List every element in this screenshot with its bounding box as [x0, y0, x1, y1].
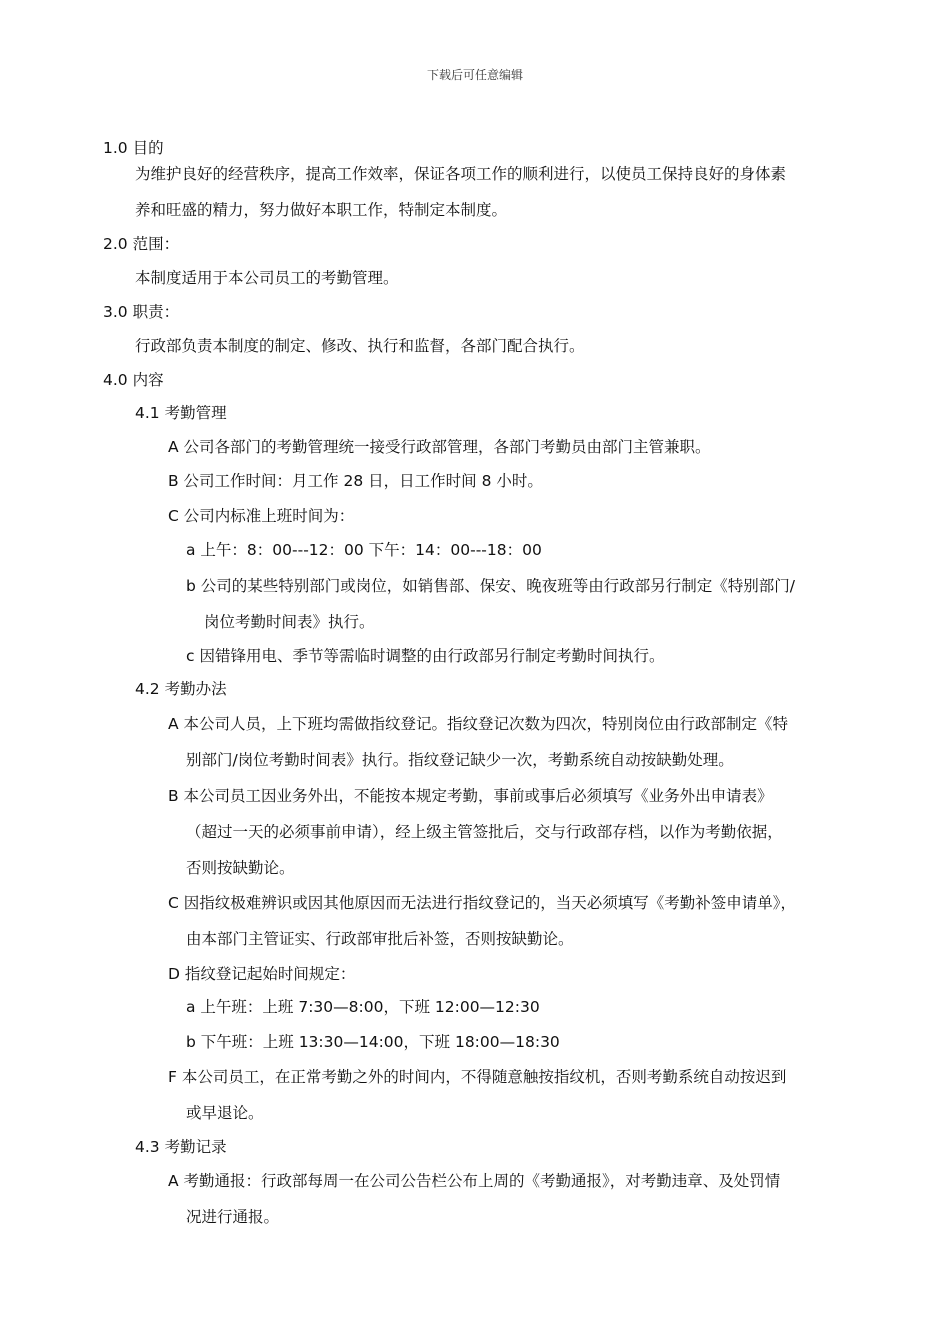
clause-text: B 公司工作时间：月工作 28 日，日工作时间 8 小时。 [168, 472, 543, 490]
section-2-text: 本制度适用于本公司员工的考勤管理。 [135, 269, 399, 287]
item-text: c 因错锋用电、季节等需临时调整的由行政部另行制定考勤时间执行。 [186, 647, 665, 665]
subsection-4-2-heading: 4.2 考勤办法 [135, 680, 227, 698]
section-3-heading: 3.0 职责： [103, 303, 180, 321]
clause-text: A 公司各部门的考勤管理统一接受行政部管理，各部门考勤员由部门主管兼职。 [168, 438, 711, 456]
clause-text: 否则按缺勤论。 [186, 859, 295, 877]
item-text: a 上午：8：00---12：00 下午：14：00---18：00 [186, 541, 542, 559]
clause-text: B 本公司员工因业务外出，不能按本规定考勤，事前或事后必须填写《业务外出申请表》 [168, 787, 773, 805]
clause-text: C 公司内标准上班时间为： [168, 507, 355, 525]
clause-text: （超过一天的必须事前申请），经上级主管签批后，交与行政部存档，以作为考勤依据， [186, 823, 783, 841]
clause-text: A 本公司人员，上下班均需做指纹登记。指纹登记次数为四次，特别岗位由行政部制定《特 [168, 715, 789, 733]
clause-text: 或早退论。 [186, 1104, 264, 1122]
clause-text: 况进行通报。 [186, 1208, 280, 1226]
clause-text: F 本公司员工，在正常考勤之外的时间内，不得随意触按指纹机，否则考勤系统自动按迟到 [168, 1068, 787, 1086]
section-2-heading: 2.0 范围： [103, 235, 180, 253]
section-1-heading: 1.0 目的 [103, 139, 164, 157]
section-1-text: 为维护良好的经营秩序，提高工作效率，保证各项工作的顺利进行，以使员工保持良好的身体素 [135, 165, 787, 183]
subsection-4-3-heading: 4.3 考勤记录 [135, 1138, 227, 1156]
section-3-text: 行政部负责本制度的制定、修改、执行和监督，各部门配合执行。 [135, 337, 585, 355]
clause-text: D 指纹登记起始时间规定： [168, 965, 356, 983]
item-text: 岗位考勤时间表》执行。 [204, 613, 375, 631]
section-1-text: 养和旺盛的精力，努力做好本职工作，特制定本制度。 [135, 201, 508, 219]
clause-text: A 考勤通报：行政部每周一在公司公告栏公布上周的《考勤通报》，对考勤违章、及处罚情 [168, 1172, 781, 1190]
clause-text: 由本部门主管证实、行政部审批后补签，否则按缺勤论。 [186, 930, 574, 948]
item-text: a 上午班：上班 7:30—8:00，下班 12:00—12:30 [186, 998, 540, 1016]
item-text: b 公司的某些特别部门或岗位，如销售部、保安、晚夜班等由行政部另行制定《特别部门/ [186, 577, 795, 595]
subsection-4-1-heading: 4.1 考勤管理 [135, 404, 227, 422]
clause-text: 别部门/岗位考勤时间表》执行。指纹登记缺少一次，考勤系统自动按缺勤处理。 [186, 751, 734, 769]
clause-text: C 因指纹极难辨识或因其他原因而无法进行指纹登记的，当天必须填写《考勤补签申请单》， [168, 894, 797, 912]
page-header: 下载后可任意编辑 [426, 68, 523, 82]
item-text: b 下午班：上班 13:30—14:00，下班 18:00—18:30 [186, 1033, 560, 1051]
section-4-heading: 4.0 内容 [103, 371, 164, 389]
